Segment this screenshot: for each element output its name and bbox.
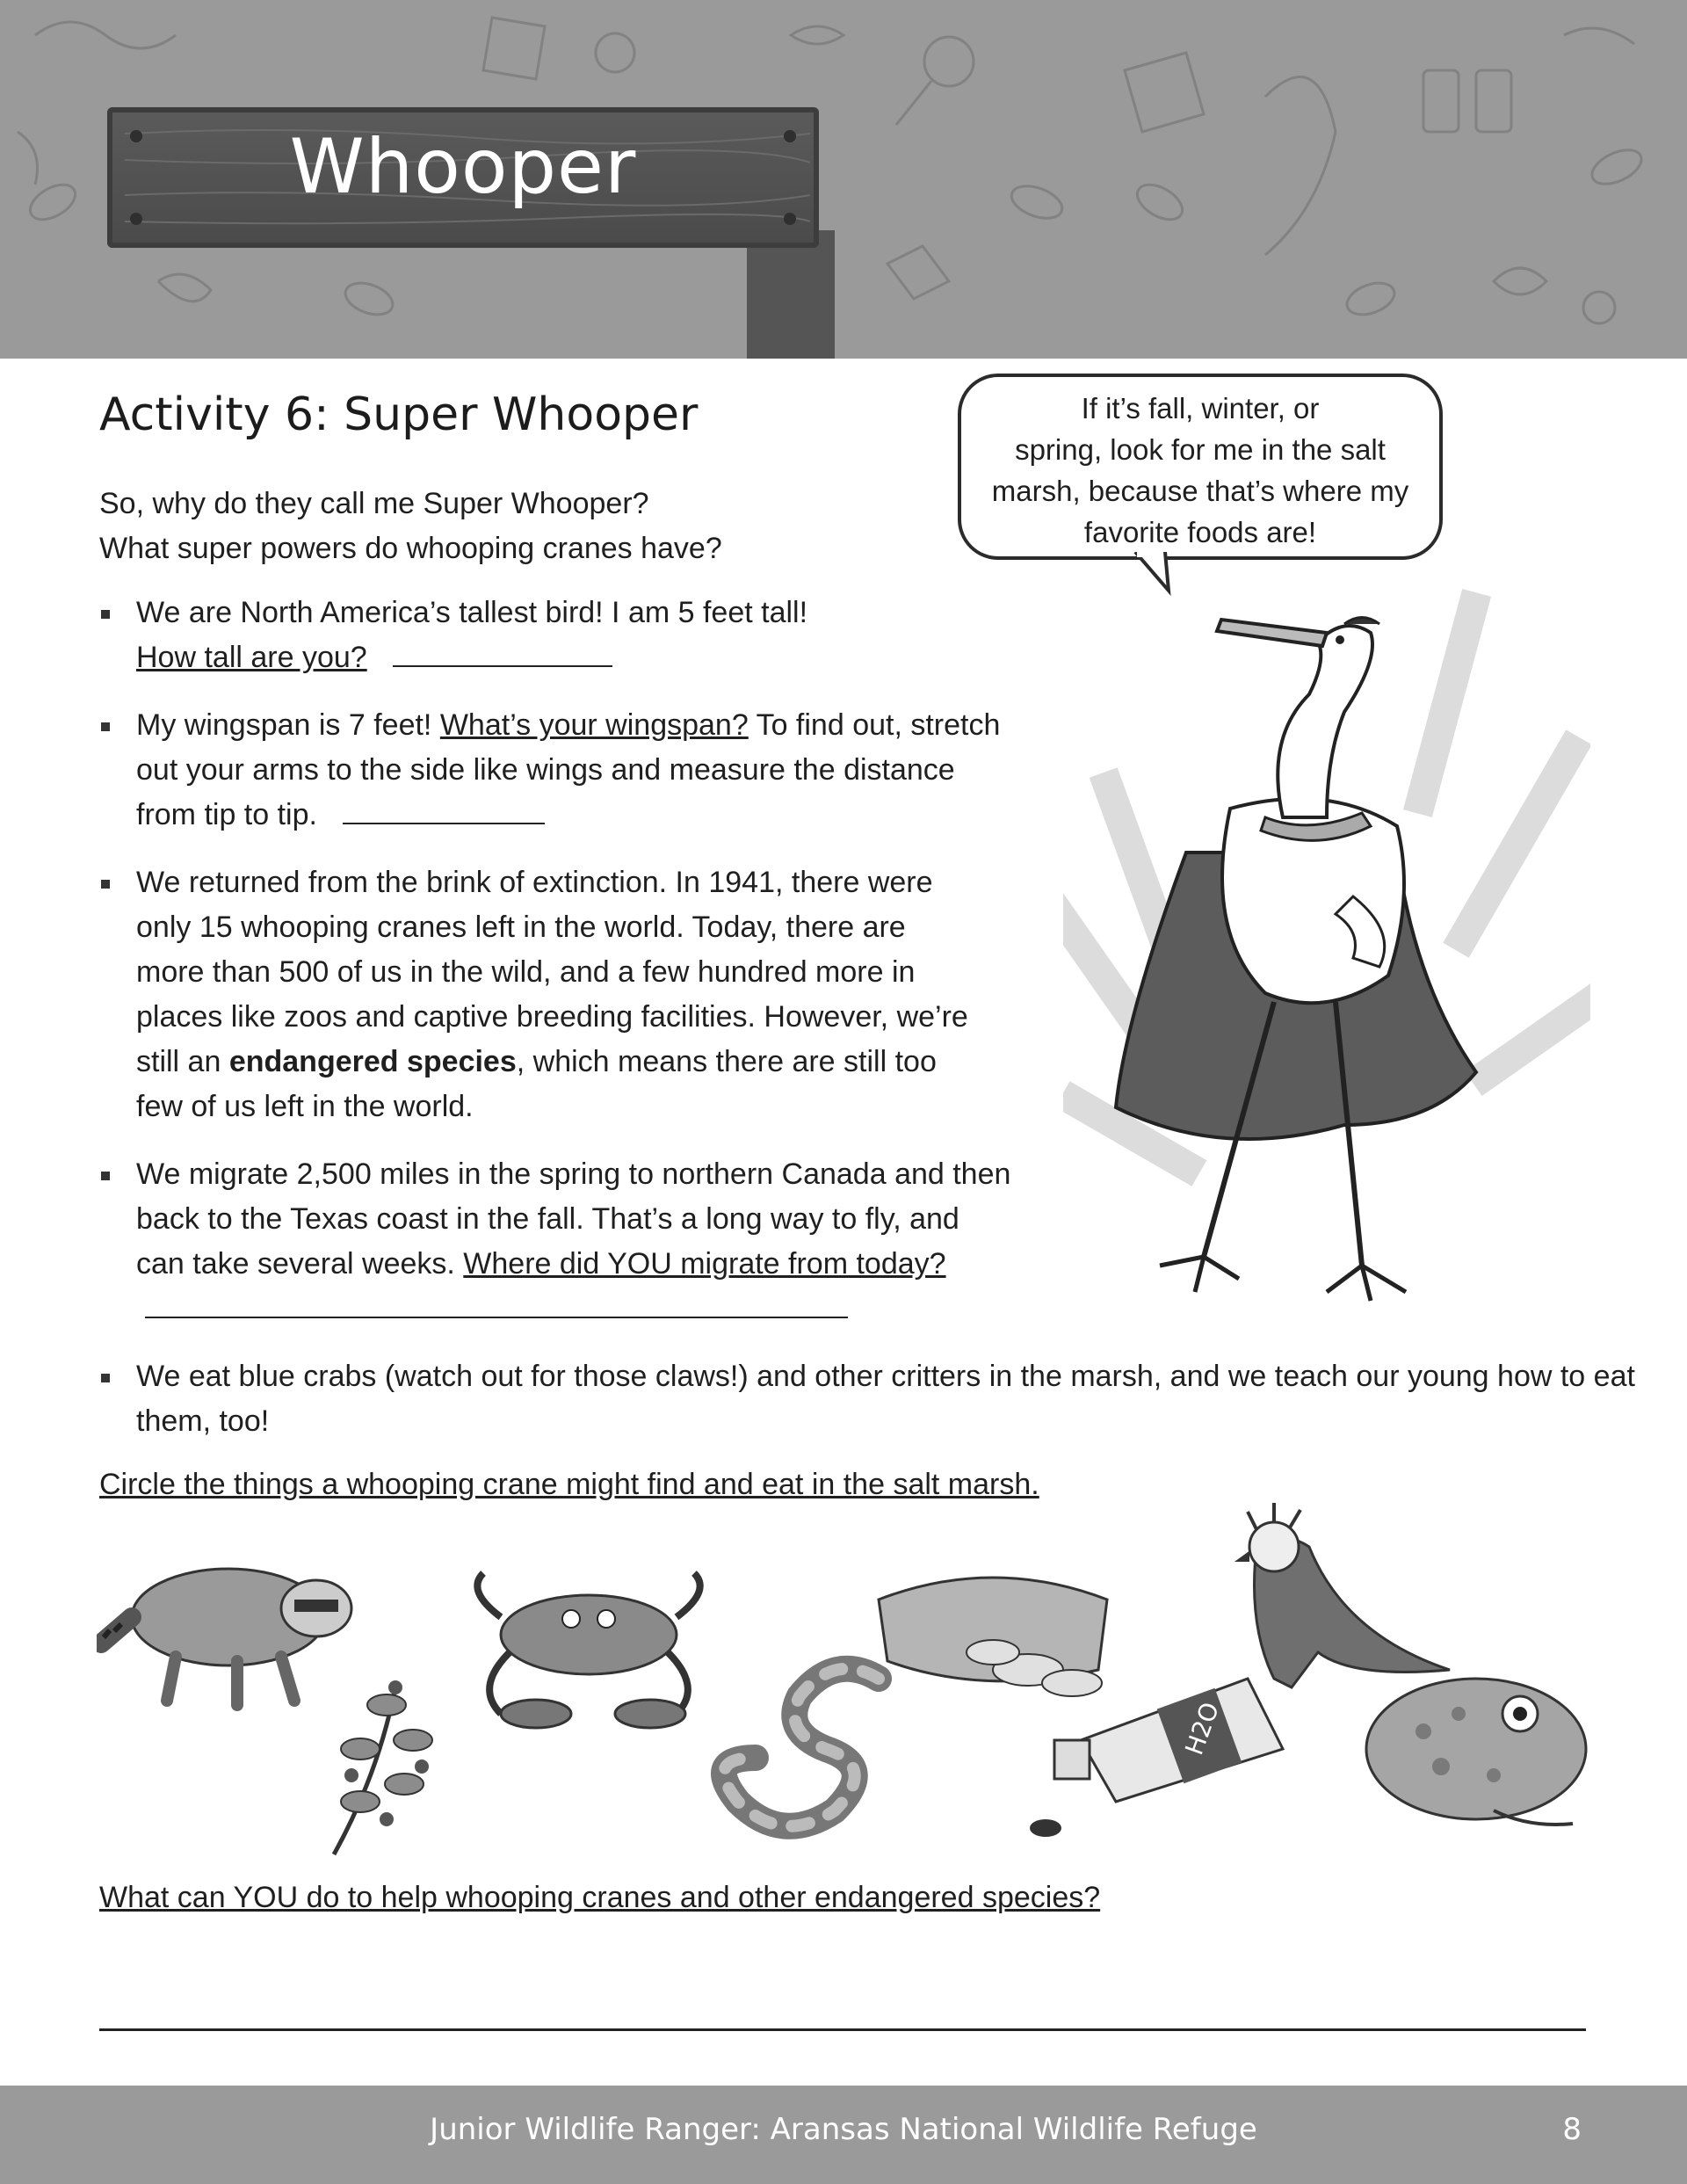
page-header	[0, 0, 1687, 359]
question-text: What’s your wingspan?	[439, 708, 749, 742]
bottle-icon[interactable]	[1030, 1679, 1283, 1837]
bullet-text: , which means there are still too few of us left in the world.	[136, 1045, 937, 1123]
bullet-text: My wingspan is 7 feet!	[136, 708, 432, 742]
bubble-line-1: If it’s fall, winter, or	[1081, 392, 1320, 424]
bubble-line-3: marsh, because that’s where my	[991, 475, 1409, 507]
crab-icon[interactable]	[477, 1573, 699, 1728]
bold-term: endangered species	[228, 1045, 517, 1078]
bullet-text: We returned from the brink of extinction. In 1941, there were only 15 whooping cranes left in the world. Today, there are more than 500 of us in the wild, and a few hundred more in places like zoos and captive breeding facilities. However, we’re still an	[136, 866, 968, 1078]
answer-blank[interactable]	[343, 793, 545, 824]
help-question: What can YOU do to help whooping cranes and other endangered species?	[99, 1881, 1101, 1914]
marsh-items	[97, 1494, 1590, 1863]
answer-blank[interactable]	[145, 1287, 848, 1318]
sign-post	[747, 230, 835, 359]
speech-bubble	[958, 374, 1443, 560]
super-powers-list	[99, 591, 1635, 1467]
bullet-text: We eat blue crabs (watch out for those claws!) and other critters in the marsh, and we teach our young how to eat them, too!	[136, 1360, 1635, 1438]
list-item	[99, 703, 1015, 838]
toad-icon[interactable]	[1366, 1679, 1586, 1825]
intro-line-2: What super powers do whooping cranes have?	[99, 532, 722, 565]
question-text: How tall are you?	[136, 641, 367, 674]
activity-title: Activity 6: Super Whooper	[99, 388, 699, 441]
list-item	[99, 860, 980, 1129]
list-item	[99, 591, 945, 680]
bubble-line-4: favorite foods are!	[1083, 516, 1317, 548]
nail-icon	[130, 213, 142, 225]
intro-line-1: So, why do they call me Super Whooper?	[99, 487, 649, 520]
nail-icon	[784, 213, 796, 225]
raccoon-icon[interactable]	[101, 1569, 351, 1705]
page-title: Whooper	[289, 123, 637, 211]
osprey-icon[interactable]	[1237, 1503, 1450, 1687]
intro-text	[99, 482, 722, 571]
bubble-line-2: spring, look for me in the salt	[1015, 433, 1386, 466]
bullet-text: We are North America’s tallest bird! I am 5 feet tall!	[136, 596, 808, 629]
page-number: 8	[1562, 2112, 1582, 2147]
bottle-label: H2O	[1179, 1698, 1226, 1760]
snake-icon[interactable]	[724, 1669, 879, 1826]
title-sign	[107, 107, 819, 248]
question-text: Where did YOU migrate from today?	[463, 1247, 946, 1281]
circle-instruction: Circle the things a whooping crane might find and eat in the salt marsh.	[99, 1468, 1039, 1501]
footer-text: Junior Wildlife Ranger: Aransas National Wildlife Refuge	[430, 2112, 1257, 2147]
bullet-text: We migrate 2,500 miles in the spring to northern Canada and then back to the Texas coast in the fall. That’s a long way to fly, and can take several weeks.	[136, 1157, 1011, 1281]
list-item	[99, 1152, 1015, 1331]
chips-bag-icon[interactable]	[879, 1578, 1107, 1696]
page-footer	[0, 2086, 1687, 2184]
bullet-text: To find out, stretch out your arms to the side like wings and measure the distance from tip to tip.	[136, 708, 1001, 831]
berry-plant-icon[interactable]	[334, 1680, 432, 1854]
answer-line[interactable]	[99, 2028, 1586, 2031]
answer-blank[interactable]	[393, 635, 612, 667]
super-whooper-crane-icon	[1063, 562, 1590, 1371]
